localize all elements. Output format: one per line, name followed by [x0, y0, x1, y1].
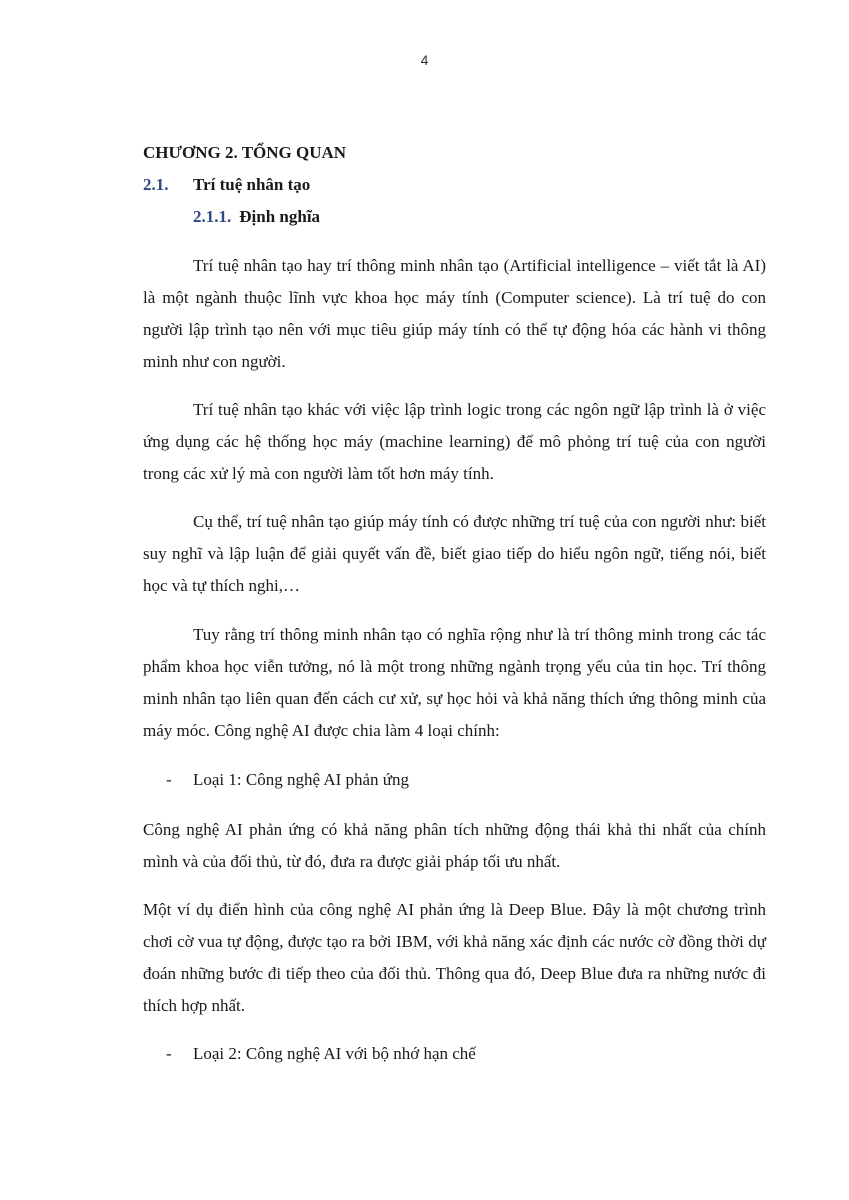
section-heading [143, 175, 310, 195]
list-item [143, 1038, 476, 1070]
bullet-marker: - [166, 1044, 172, 1063]
list-item [143, 764, 409, 796]
paragraph: Công nghệ AI phản ứng có khả năng phân tích những động thái khả thi nhất của chính mình và của đối thủ, từ đó, đưa ra được giải pháp tối ưu nhất. [143, 820, 766, 871]
list-item-text: Loại 2: Công nghệ AI với bộ nhớ hạn chế [193, 1044, 476, 1063]
paragraph: Một ví dụ điển hình của công nghệ AI phản ứng là Deep Blue. Đây là một chương trình chơi cờ vua tự động, được tạo ra bởi IBM, với khả năng xác định các nước cờ đồng thời dự đoán những bước đi tiếp theo của đối thủ. Thông qua đó, Deep Blue đưa ra những nước đi thích hợp nhất. [143, 900, 766, 1015]
list-item-text: Loại 1: Công nghệ AI phản ứng [193, 770, 410, 789]
chapter-title: CHƯƠNG 2. TỔNG QUAN [143, 143, 347, 162]
paragraph: Tuy rằng trí thông minh nhân tạo có nghĩa rộng như là trí thông minh trong các tác phẩm khoa học viễn tưởng, nó là một trong những ngành trọng yếu của tin học. Trí thông minh nhân tạo liên quan đến cách cư xử, sự học hỏi và khả năng thích ứng thông minh của máy móc. Công nghệ AI được chia làm 4 loại chính: [143, 625, 766, 740]
section-title: Trí tuệ nhân tạo [193, 175, 311, 194]
bullet-marker: - [166, 770, 172, 789]
subsection-number: 2.1.1. [193, 207, 232, 226]
paragraph: Cụ thể, trí tuệ nhân tạo giúp máy tính có được những trí tuệ của con người như: biết suy nghĩ và lập luận để giải quyết vấn đề, biết giao tiếp do hiểu ngôn ngữ, tiếng nói, biết học và tự thích nghi,… [143, 512, 766, 595]
paragraph: Trí tuệ nhân tạo khác với việc lập trình logic trong các ngôn ngữ lập trình là ở việc ứng dụng các hệ thống học máy (machine learning) để mô phỏng trí tuệ của con người trong các xử lý mà con người làm tốt hơn máy tính. [143, 400, 766, 483]
paragraph: Trí tuệ nhân tạo hay trí thông minh nhân tạo (Artificial intelligence – viết tắt là AI) là một ngành thuộc lĩnh vực khoa học máy tính (Computer science). Là trí tuệ do con người lập trình tạo nên với mục tiêu giúp máy tính có thể tự động hóa các hành vi thông minh như con người. [143, 256, 766, 371]
subsection-title: Định nghĩa [239, 207, 321, 226]
section-number: 2.1. [143, 175, 169, 194]
subsection-heading [193, 207, 320, 227]
page-number: 4 [420, 52, 429, 68]
